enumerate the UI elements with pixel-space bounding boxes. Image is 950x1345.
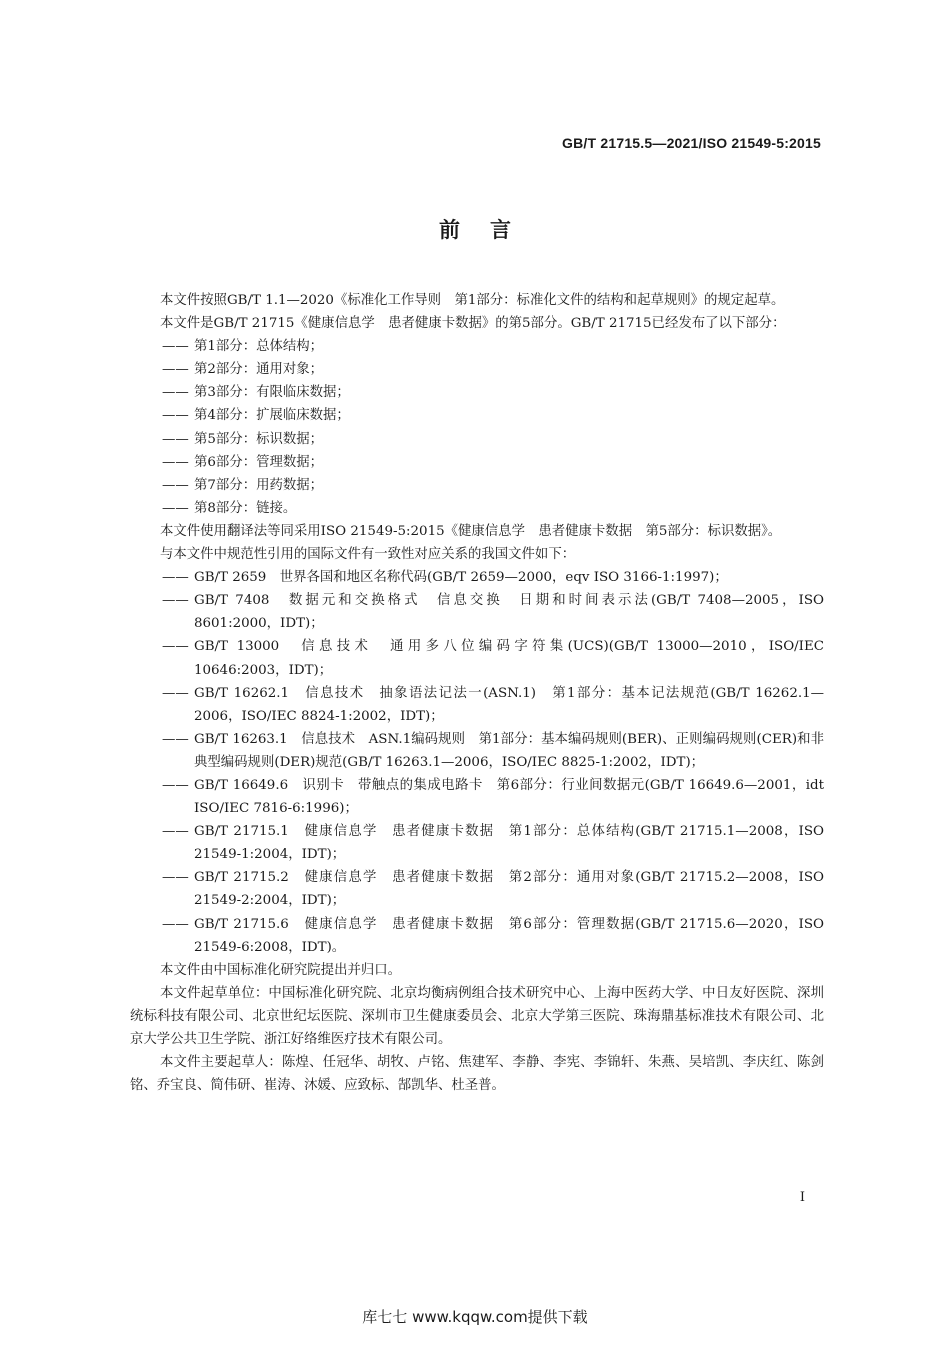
standard-code: GB/T 21715.5—2021/ISO 21549-5:2015 <box>562 135 821 151</box>
part-list-item: —— 第8部分：链接。 <box>162 500 297 516</box>
paragraph-series-intro: 本文件是GB/T 21715《健康信息学 患者健康卡数据》的第5部分。GB/T 21715已经发布了以下部分： <box>160 316 786 332</box>
reference-list-item: —— GB/T 21715.2 健康信息学 患者健康卡数据 第2部分：通用对象(GB/T 21715.2—2008，ISO 21549-2:2004，IDT)； <box>162 870 824 909</box>
part-list-item: —— 第6部分：管理数据； <box>162 454 324 470</box>
reference-list-item: —— GB/T 2659 世界各国和地区名称代码(GB/T 2659—2000，eqv ISO 3166-1:1997)； <box>162 570 728 586</box>
reference-list-item: —— GB/T 7408 数据元和交换格式 信息交换 日期和时间表示法(GB/T 7408—2005，ISO 8601:2000，IDT)； <box>162 593 824 632</box>
reference-list-item: —— GB/T 21715.6 健康信息学 患者健康卡数据 第6部分：管理数据(GB/T 21715.6—2020，ISO 21549-6:2008，IDT)。 <box>162 916 824 955</box>
paragraph-proposer: 本文件由中国标准化研究院提出并归口。 <box>160 962 402 978</box>
reference-list-item: —— GB/T 13000 信息技术 通用多八位编码字符集(UCS)(GB/T 13000—2010，ISO/IEC 10646:2003，IDT)； <box>162 639 824 678</box>
part-list-item: —— 第5部分：标识数据； <box>162 431 324 447</box>
paragraph-adoption: 本文件使用翻译法等同采用ISO 21549-5:2015《健康信息学 患者健康卡数据 第5部分：标识数据》。 <box>160 523 782 539</box>
reference-list-item: —— GB/T 16263.1 信息技术 ASN.1编码规则 第1部分：基本编码规则(BER)、正则编码规则(CER)和非典型编码规则(DER)规范(GB/T 16263.1—2006，ISO/IEC 8825-1:2002，IDT)； <box>162 731 824 770</box>
page-number: I <box>799 1190 805 1205</box>
part-list-item: —— 第7部分：用药数据； <box>162 477 324 493</box>
part-list-item: —— 第1部分：总体结构； <box>162 339 324 355</box>
reference-list-item: —— GB/T 16262.1 信息技术 抽象语法记法一(ASN.1) 第1部分：基本记法规范(GB/T 16262.1—2006，ISO/IEC 8824-1:2002，IDT)； <box>162 685 824 724</box>
paragraph-drafting-rule: 本文件按照GB/T 1.1—2020《标准化工作导则 第1部分：标准化文件的结构和起草规则》的规定起草。 <box>160 293 785 308</box>
part-list-item: —— 第3部分：有限临床数据； <box>162 385 350 401</box>
part-list-item: —— 第4部分：扩展临床数据； <box>162 408 350 424</box>
paragraph-references-intro: 与本文件中规范性引用的国际文件有一致性对应关系的我国文件如下： <box>160 547 576 563</box>
document-body <box>130 289 824 1097</box>
paragraph-drafters: 本文件主要起草人：陈煌、任冠华、胡牧、卢铭、焦建军、李静、李宪、李锦轩、朱燕、吴培凯、李庆红、陈剑铭、乔宝良、简伟研、崔涛、沐媛、应致标、郜凯华、杜圣普。 <box>130 1055 824 1094</box>
page-title: 前言 <box>439 218 541 242</box>
reference-list-item: —— GB/T 21715.1 健康信息学 患者健康卡数据 第1部分：总体结构(GB/T 21715.1—2008，ISO 21549-1:2004，IDT)； <box>162 824 824 863</box>
download-watermark: 库七七 www.kqqw.com提供下载 <box>362 1308 588 1326</box>
paragraph-drafting-units: 本文件起草单位：中国标准化研究院、北京均衡病例组合技术研究中心、上海中医药大学、中日友好医院、深圳统标科技有限公司、北京世纪坛医院、深圳市卫生健康委员会、北京大学第三医院、珠海鼎基标准技术有限公司、北京大学公共卫生学院、浙江好络维医疗技术有限公司。 <box>130 985 824 1047</box>
part-list-item: —— 第2部分：通用对象； <box>162 362 324 378</box>
reference-list-item: —— GB/T 16649.6 识别卡 带触点的集成电路卡 第6部分：行业间数据元(GB/T 16649.6—2001，idt ISO/IEC 7816-6:1996)； <box>162 777 824 817</box>
